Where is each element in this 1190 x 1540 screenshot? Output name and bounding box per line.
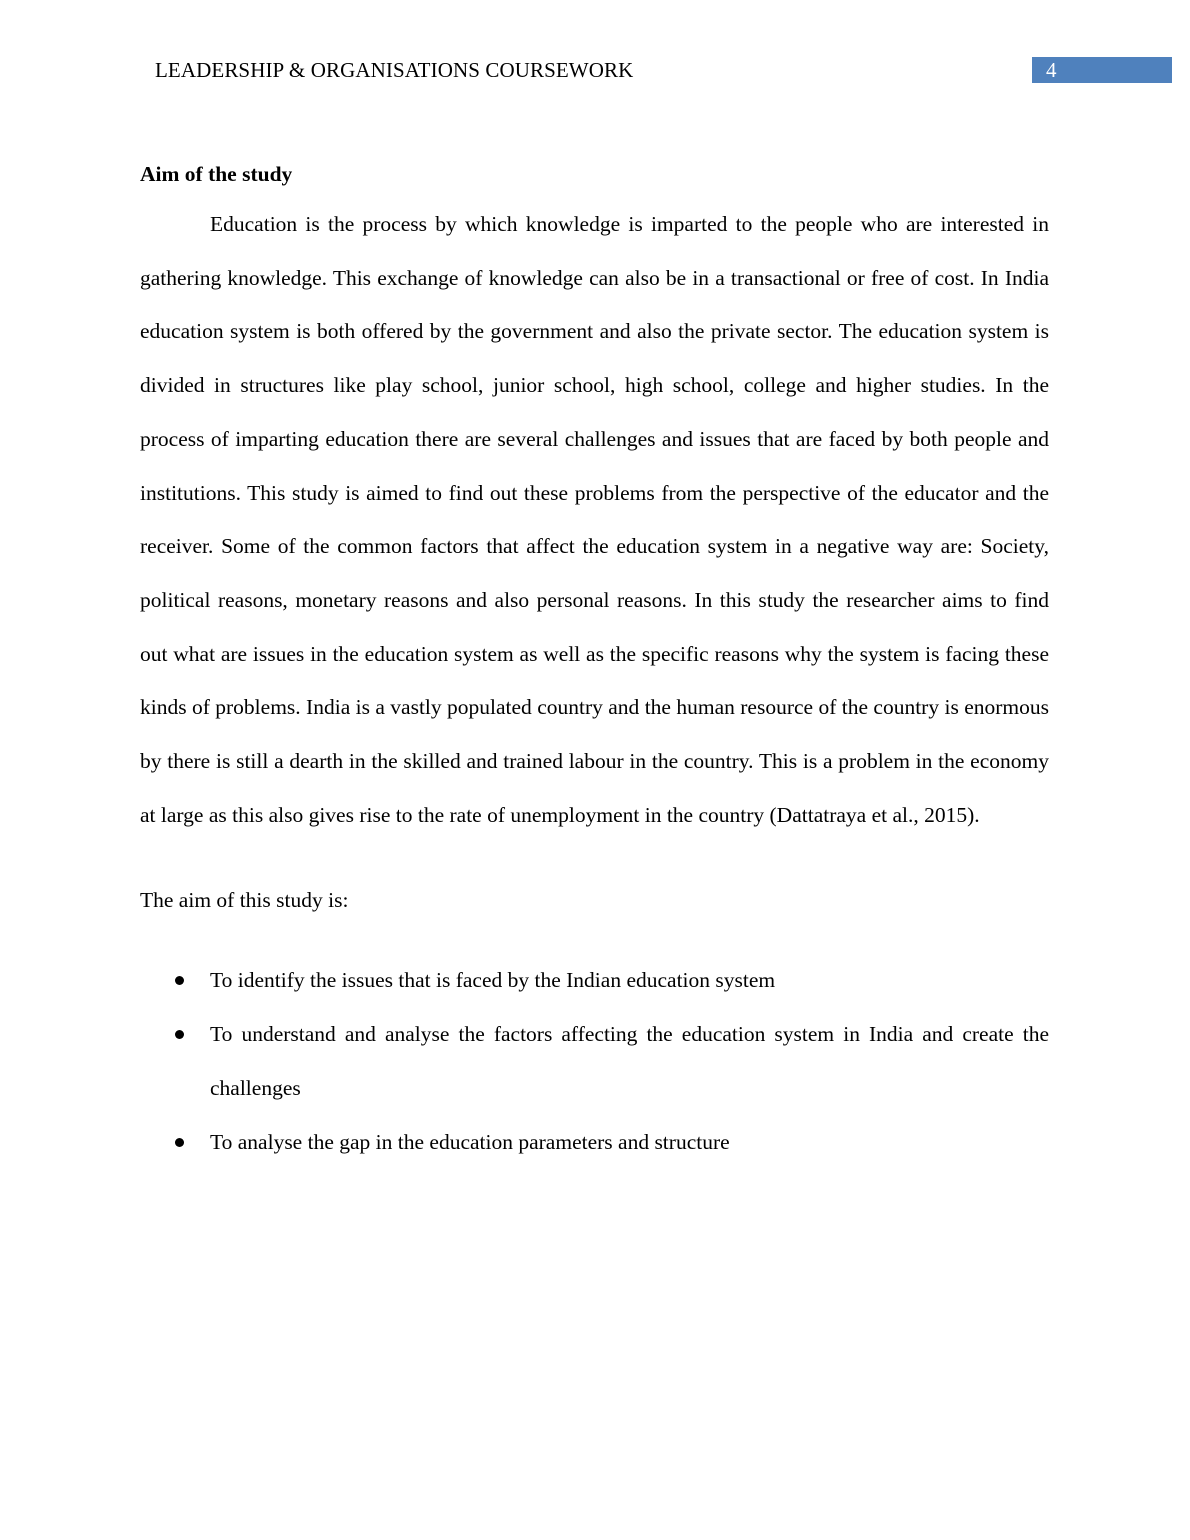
list-item bbox=[140, 954, 1049, 1008]
page-number-box bbox=[1032, 57, 1172, 83]
list-item bbox=[140, 1008, 1049, 1115]
list-item-text: To understand and analyse the factors affecting the education system in India and create the challenges bbox=[210, 1022, 1049, 1100]
bullet-icon bbox=[175, 976, 184, 985]
list-item-text: To identify the issues that is faced by the Indian education system bbox=[210, 968, 776, 993]
running-header-title: LEADERSHIP & ORGANISATIONS COURSEWORK bbox=[155, 58, 634, 82]
document-body bbox=[140, 156, 1049, 1169]
page-number: 4 bbox=[1046, 58, 1057, 82]
bullet-icon bbox=[175, 1030, 184, 1039]
list-item-text: To analyse the gap in the education parameters and structure bbox=[210, 1129, 730, 1154]
aim-intro-text: The aim of this study is: bbox=[140, 888, 349, 913]
bullet-icon bbox=[175, 1138, 184, 1147]
section-heading: Aim of the study bbox=[140, 162, 293, 186]
body-paragraph: Education is the process by which knowledge is imparted to the people who are interested in gathering knowledge. This exchange of knowledge can also be in a transactional or free of cost. In India education system is both offered by the government and also the private sector. The education system is divided in structures like play school, junior school, high school, college and higher studies. In the process of imparting education there are several challenges and issues that are faced by both people and institutions. This study is aimed to find out these problems from the perspective of the educator and the receiver. Some of the common factors that affect the education system in a negative way are: Society, political reasons, monetary reasons and also personal reasons. In this study the researcher aims to find out what are issues in the education system as well as the specific reasons why the system is facing these kinds of problems. India is a vastly populated country and the human resource of the country is enormous by there is still a dearth in the skilled and trained labour in the country. This is a problem in the economy at large as this also gives rise to the rate of unemployment in the country (Dattatraya et al., 2015). bbox=[140, 212, 1049, 827]
aims-list bbox=[140, 954, 1049, 1169]
list-item bbox=[140, 1116, 1049, 1170]
